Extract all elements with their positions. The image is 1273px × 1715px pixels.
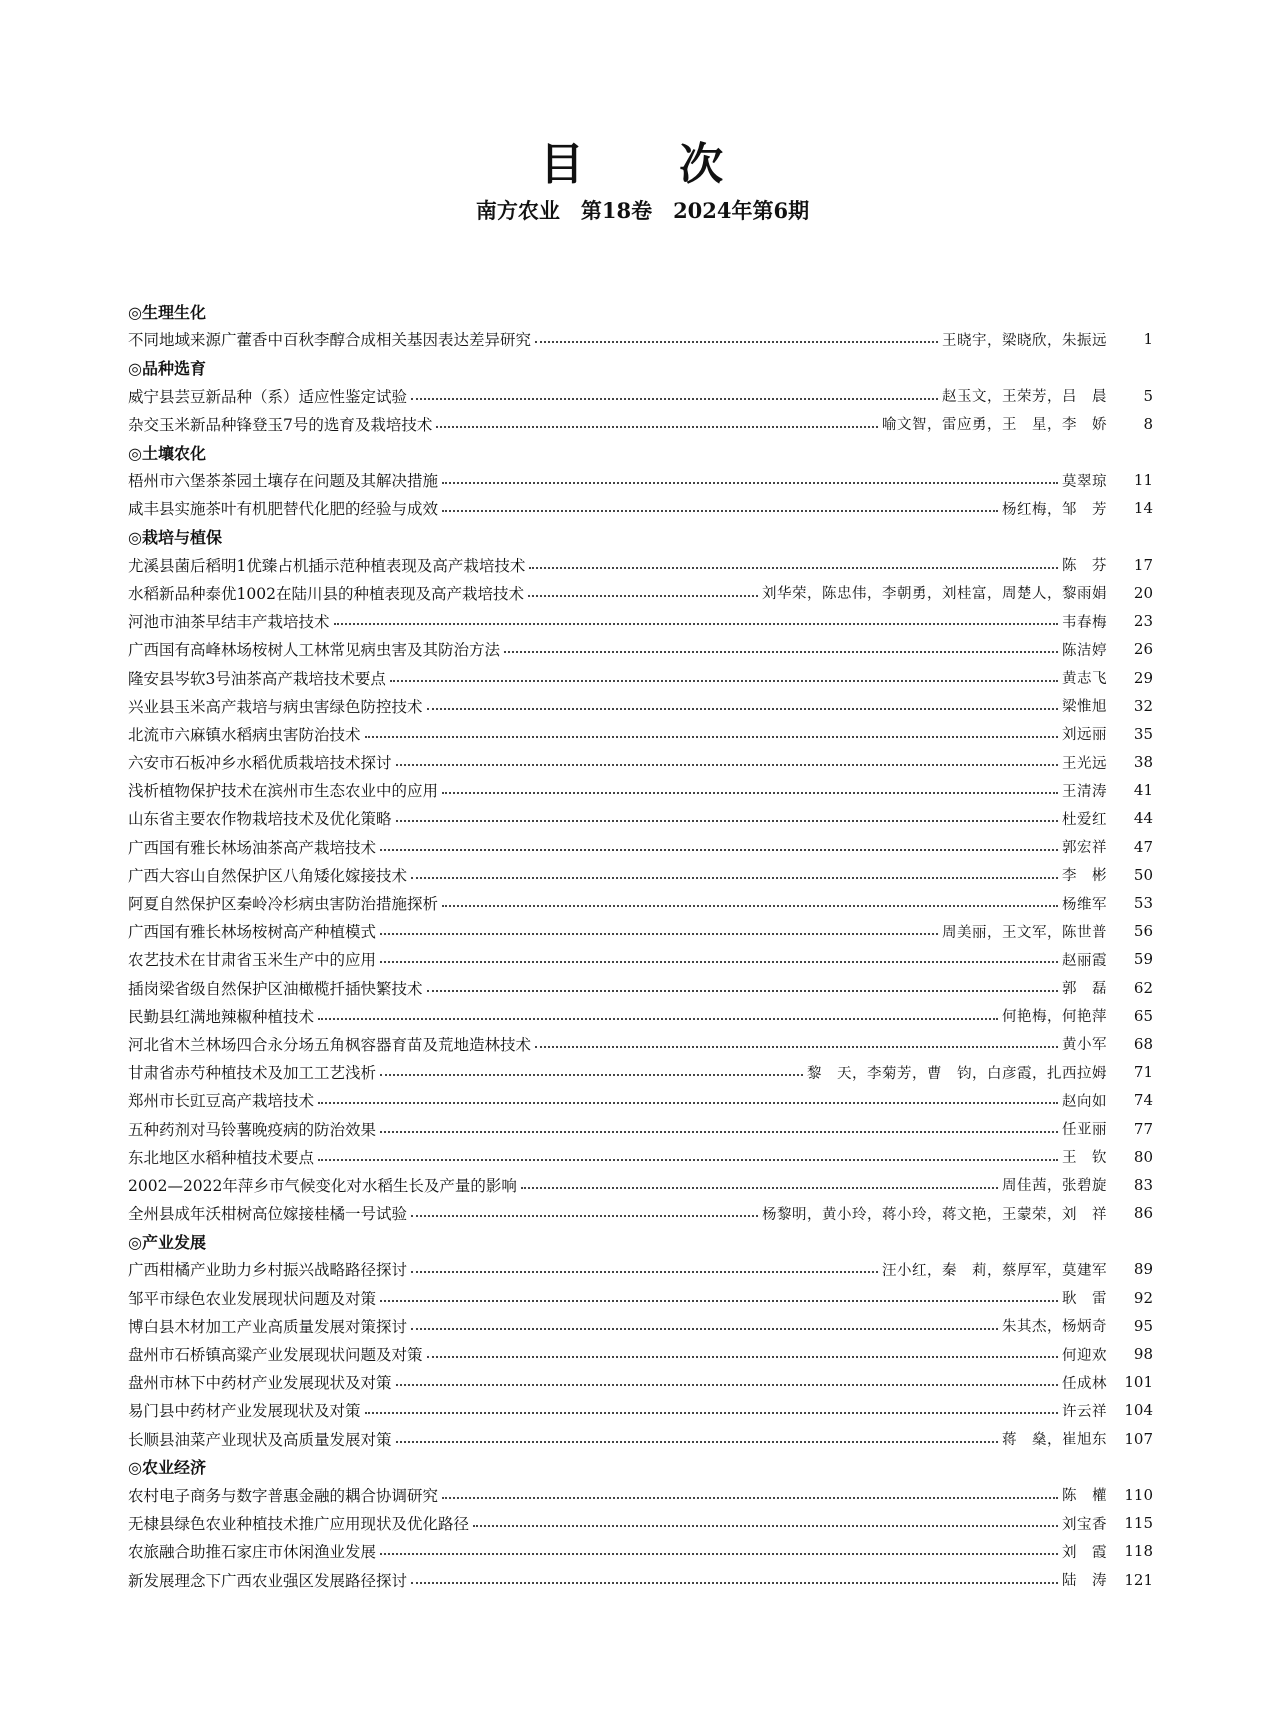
toc-entry-page-number: 80	[1133, 1147, 1153, 1166]
dot-leader	[380, 1074, 803, 1076]
dot-leader	[318, 1159, 1058, 1161]
toc-entry	[128, 720, 1153, 748]
toc-entry-authors: 王 钦	[1062, 1150, 1107, 1167]
toc-entry-page-number: 14	[1133, 499, 1153, 518]
toc-entry-page-number: 68	[1133, 1034, 1153, 1053]
dot-leader	[427, 1356, 1058, 1358]
toc-entry-page-number: 118	[1124, 1542, 1153, 1561]
toc-entry-page-number: 23	[1133, 612, 1153, 631]
dot-leader	[535, 1046, 1058, 1048]
toc-entry	[128, 917, 1153, 945]
toc-entry-title: 广西国有高峰林场桉树人工林常见病虫害及其防治方法	[128, 641, 501, 660]
toc-entry-title: 2002—2022年萍乡市气候变化对水稻生长及产量的影响	[128, 1176, 517, 1195]
toc-entry	[128, 1340, 1153, 1368]
toc-entry	[128, 974, 1153, 1002]
toc-entry-page-number: 29	[1133, 668, 1153, 687]
toc-entry	[128, 748, 1153, 776]
toc-entry-page-number: 65	[1133, 1006, 1153, 1025]
dot-leader	[318, 1102, 1058, 1104]
toc-entry	[128, 889, 1153, 917]
toc-entry-page-number: 56	[1133, 922, 1153, 941]
toc-entry-authors: 汪小红，秦 莉，蔡厚军，莫建军	[882, 1262, 1107, 1279]
dot-leader	[504, 651, 1058, 653]
toc-entry	[128, 861, 1153, 889]
dot-leader	[427, 990, 1058, 992]
toc-entry-authors: 赵玉文，王荣芳，吕 晨	[942, 389, 1107, 406]
dot-leader	[528, 595, 758, 597]
toc-section-heading: ◎产业发展	[128, 1232, 206, 1252]
dot-leader	[521, 1187, 998, 1189]
toc-entry-authors: 莫翠琼	[1062, 473, 1107, 490]
toc-entry-authors: 赵丽霞	[1062, 952, 1107, 969]
toc-entry-authors: 王清涛	[1062, 783, 1107, 800]
toc-entry-authors: 刘远丽	[1062, 727, 1107, 744]
toc-entry-page-number: 74	[1133, 1091, 1153, 1110]
toc-entry-page-number: 77	[1133, 1119, 1153, 1138]
toc-entry-authors: 喻文智，雷应勇，王 星，李 娇	[882, 417, 1107, 434]
table-of-contents	[128, 297, 1153, 1594]
toc-entry-title: 梧州市六堡茶茶园土壤存在问题及其解决措施	[128, 472, 439, 491]
toc-entry-title: 易门县中药材产业发展现状及对策	[128, 1402, 361, 1421]
toc-entry-authors: 黎 天，李菊芳，曹 钧，白彦霞，扎西拉姆	[807, 1065, 1107, 1082]
toc-entry-page-number: 107	[1124, 1429, 1153, 1448]
toc-entry-page-number: 62	[1133, 978, 1153, 997]
toc-entry-authors: 杨维军	[1062, 896, 1107, 913]
toc-entry-title: 尤溪县菌后稻明1优臻占机插示范种植表现及高产栽培技术	[128, 556, 526, 575]
toc-entry-authors: 黄志飞	[1062, 671, 1107, 688]
toc-entry-title: 郑州市长豇豆高产栽培技术	[128, 1092, 315, 1111]
toc-entry-authors: 陈 權	[1062, 1488, 1107, 1505]
dot-leader	[411, 1271, 878, 1273]
toc-section-heading: ◎农业经济	[128, 1458, 206, 1478]
toc-entry	[128, 1368, 1153, 1396]
dot-leader	[365, 1412, 1058, 1414]
page-title: 目 次	[539, 139, 764, 190]
toc-entry-page-number: 53	[1133, 894, 1153, 913]
toc-entry-page-number: 41	[1133, 781, 1153, 800]
toc-entry	[128, 776, 1153, 804]
toc-entry-title: 农艺技术在甘肃省玉米生产中的应用	[128, 951, 377, 970]
toc-entry	[128, 551, 1153, 579]
dot-leader	[411, 398, 938, 400]
dot-leader	[411, 1582, 1058, 1584]
toc-entry-page-number: 92	[1133, 1288, 1153, 1307]
toc-entry-page-number: 26	[1133, 640, 1153, 659]
dot-leader	[380, 849, 1058, 851]
dot-leader	[442, 510, 998, 512]
toc-entry	[128, 579, 1153, 607]
toc-entry	[128, 635, 1153, 663]
toc-entry-authors: 杨红梅，邹 芳	[1002, 501, 1107, 518]
toc-entry-title: 水稻新品种泰优1002在陆川县的种植表现及高产栽培技术	[128, 584, 524, 603]
toc-entry	[128, 1114, 1153, 1142]
toc-entry-authors: 耿 雷	[1062, 1291, 1107, 1308]
toc-entry-title: 河池市油茶早结丰产栽培技术	[128, 613, 330, 632]
dot-leader	[442, 905, 1058, 907]
dot-leader	[442, 482, 1058, 484]
toc-entry-page-number: 71	[1133, 1063, 1153, 1082]
toc-entry	[128, 692, 1153, 720]
toc-entry	[128, 1002, 1153, 1030]
toc-entry	[128, 663, 1153, 691]
toc-entry-authors: 刘华荣，陈忠伟，李朝勇，刘桂富，周楚人，黎雨娟	[762, 586, 1107, 603]
toc-entry-authors: 刘 霞	[1062, 1544, 1107, 1561]
toc-entry-page-number: 89	[1133, 1260, 1153, 1279]
toc-entry-authors: 刘宝香	[1062, 1516, 1107, 1533]
toc-entry-page-number: 20	[1133, 583, 1153, 602]
toc-section-heading: ◎品种选育	[128, 358, 206, 378]
toc-entry	[128, 466, 1153, 494]
toc-entry-authors: 陈洁婷	[1062, 642, 1107, 659]
toc-entry-title: 威宁县芸豆新品种（系）适应性鉴定试验	[128, 387, 408, 406]
toc-entry	[128, 1312, 1153, 1340]
toc-entry-title: 盘州市林下中药材产业发展现状及对策	[128, 1374, 392, 1393]
toc-entry-title: 无棣县绿色农业种植技术推广应用现状及优化路径	[128, 1515, 470, 1534]
journal-issue-subtitle: 南方农业 第18卷 2024年第6期	[475, 198, 810, 223]
toc-entry-authors: 郭宏祥	[1062, 840, 1107, 857]
toc-entry-page-number: 86	[1133, 1204, 1153, 1223]
toc-entry-authors: 周美丽，王文军，陈世普	[942, 924, 1107, 941]
toc-entry-title: 农旅融合助推石家庄市休闲渔业发展	[128, 1543, 377, 1562]
toc-entry-title: 广西柑橘产业助力乡村振兴战略路径探讨	[128, 1261, 408, 1280]
toc-entry	[128, 1537, 1153, 1565]
toc-entry-page-number: 101	[1124, 1373, 1153, 1392]
toc-entry-page-number: 35	[1133, 724, 1153, 743]
toc-entry-page-number: 83	[1133, 1175, 1153, 1194]
toc-entry-title: 兴业县玉米高产栽培与病虫害绿色防控技术	[128, 697, 423, 716]
toc-entry-title: 隆安县岑软3号油茶高产栽培技术要点	[128, 669, 386, 688]
toc-entry-page-number: 8	[1143, 414, 1153, 433]
toc-entry-page-number: 98	[1133, 1345, 1153, 1364]
toc-entry-title: 北流市六麻镇水稻病虫害防治技术	[128, 725, 361, 744]
dot-leader	[411, 1328, 998, 1330]
toc-entry-title: 甘肃省赤芍种植技术及加工工艺浅析	[128, 1064, 377, 1083]
toc-entry-authors: 黄小军	[1062, 1037, 1107, 1054]
toc-entry-page-number: 32	[1133, 696, 1153, 715]
dot-leader	[427, 708, 1058, 710]
toc-entry	[128, 1255, 1153, 1283]
toc-entry-page-number: 110	[1124, 1485, 1153, 1504]
dot-leader	[396, 1384, 1058, 1386]
dot-leader	[380, 1300, 1058, 1302]
toc-entry-title: 插岗梁省级自然保护区油橄榄扦插快繁技术	[128, 979, 423, 998]
dot-leader	[380, 961, 1058, 963]
toc-entry-title: 新发展理念下广西农业强区发展路径探讨	[128, 1571, 408, 1590]
dot-leader	[535, 341, 938, 343]
toc-entry	[128, 804, 1153, 832]
toc-entry-title: 河北省木兰林场四合永分场五角枫容器育苗及荒地造林技术	[128, 1035, 532, 1054]
toc-entry-title: 长顺县油菜产业现状及高质量发展对策	[128, 1430, 392, 1449]
toc-entry-page-number: 59	[1133, 950, 1153, 969]
toc-entry-authors: 王晓宇，梁晓欣，朱振远	[942, 332, 1107, 349]
toc-entry-authors: 韦春梅	[1062, 614, 1107, 631]
toc-entry	[128, 494, 1153, 522]
toc-entry-title: 民勤县红满地辣椒种植技术	[128, 1007, 315, 1026]
toc-entry-authors: 王光远	[1062, 755, 1107, 772]
toc-entry	[128, 1058, 1153, 1086]
toc-entry-page-number: 38	[1133, 753, 1153, 772]
toc-entry	[128, 1481, 1153, 1509]
toc-entry-title: 东北地区水稻种植技术要点	[128, 1148, 315, 1167]
toc-entry	[128, 382, 1153, 410]
toc-section-heading: ◎栽培与植保	[128, 528, 222, 548]
dot-leader	[334, 623, 1058, 625]
toc-entry-title: 全州县成年沃柑树高位嫁接桂橘一号试验	[128, 1205, 408, 1224]
toc-entry-page-number: 50	[1133, 865, 1153, 884]
toc-entry-title: 浅析植物保护技术在滨州市生态农业中的应用	[128, 782, 439, 801]
toc-entry-authors: 何艳梅，何艳萍	[1002, 1009, 1107, 1026]
toc-entry	[128, 1086, 1153, 1114]
dot-leader	[396, 820, 1058, 822]
toc-entry-title: 六安市石板冲乡水稻优质栽培技术探讨	[128, 754, 392, 773]
toc-entry	[128, 410, 1153, 438]
toc-entry	[128, 1396, 1153, 1424]
toc-entry-authors: 陈 芬	[1062, 558, 1107, 575]
toc-entry	[128, 1425, 1153, 1453]
toc-entry-authors: 任成林	[1062, 1375, 1107, 1392]
toc-entry-page-number: 44	[1133, 809, 1153, 828]
toc-entry-title: 广西国有雅长林场油茶高产栽培技术	[128, 838, 377, 857]
toc-entry	[128, 1199, 1153, 1227]
toc-entry-authors: 杨黎明，黄小玲，蒋小玲，蒋文艳，王蒙荣，刘 祥	[762, 1206, 1107, 1223]
toc-entry-title: 山东省主要农作物栽培技术及优化策略	[128, 810, 392, 829]
toc-entry-title: 五种药剂对马铃薯晚疫病的防治效果	[128, 1120, 377, 1139]
toc-entry-page-number: 11	[1133, 471, 1153, 490]
toc-entry-title: 咸丰县实施茶叶有机肥替代化肥的经验与成效	[128, 500, 439, 519]
dot-leader	[380, 1553, 1058, 1555]
toc-entry-page-number: 104	[1124, 1401, 1153, 1420]
toc-entry-title: 阿夏自然保护区秦岭冷杉病虫害防治措施探析	[128, 895, 439, 914]
dot-leader	[365, 736, 1058, 738]
toc-entry	[128, 833, 1153, 861]
toc-entry	[128, 1509, 1153, 1537]
toc-entry-page-number: 95	[1133, 1316, 1153, 1335]
toc-entry-authors: 许云祥	[1062, 1403, 1107, 1420]
toc-section-heading: ◎土壤农化	[128, 443, 206, 463]
toc-entry-authors: 周佳茜，张碧旋	[1002, 1178, 1107, 1195]
toc-entry-authors: 郭 磊	[1062, 981, 1107, 998]
dot-leader	[318, 1018, 998, 1020]
toc-entry-page-number: 115	[1124, 1514, 1153, 1533]
toc-entry-authors: 任亚丽	[1062, 1122, 1107, 1139]
toc-entry-title: 广西大容山自然保护区八角矮化嫁接技术	[128, 866, 408, 885]
toc-entry-page-number: 17	[1133, 555, 1153, 574]
toc-entry-page-number: 121	[1124, 1570, 1153, 1589]
toc-entry-title: 广西国有雅长林场桉树高产种植模式	[128, 923, 377, 942]
toc-entry	[128, 1565, 1153, 1593]
toc-entry-page-number: 5	[1143, 386, 1153, 405]
dot-leader	[396, 764, 1058, 766]
toc-entry-title: 博白县木材加工产业高质量发展对策探讨	[128, 1317, 408, 1336]
dot-leader	[442, 792, 1058, 794]
dot-leader	[529, 567, 1058, 569]
toc-entry-authors: 杜爱红	[1062, 811, 1107, 828]
toc-entry-authors: 何迎欢	[1062, 1347, 1107, 1364]
dot-leader	[411, 877, 1058, 879]
dot-leader	[396, 1441, 998, 1443]
toc-entry-title: 盘州市石桥镇高粱产业发展现状问题及对策	[128, 1346, 423, 1365]
dot-leader	[411, 1215, 758, 1217]
toc-entry-title: 不同地域来源广藿香中百秋李醇合成相关基因表达差异研究	[128, 331, 532, 350]
toc-entry	[128, 1030, 1153, 1058]
toc-section-heading: ◎生理生化	[128, 302, 206, 322]
dot-leader	[442, 1497, 1058, 1499]
toc-entry	[128, 1284, 1153, 1312]
dot-leader	[473, 1525, 1058, 1527]
toc-entry-title: 杂交玉米新品种锋登玉7号的选育及栽培技术	[128, 415, 433, 434]
dot-leader	[380, 933, 938, 935]
toc-entry	[128, 1143, 1153, 1171]
toc-entry-authors: 朱其杰，杨炳奇	[1002, 1319, 1107, 1336]
dot-leader	[436, 426, 878, 428]
toc-entry-authors: 梁惟旭	[1062, 699, 1107, 716]
toc-entry-page-number: 1	[1143, 330, 1153, 349]
toc-entry-title: 邹平市绿色农业发展现状问题及对策	[128, 1289, 377, 1308]
toc-entry-page-number: 47	[1133, 837, 1153, 856]
toc-entry-authors: 陆 涛	[1062, 1573, 1107, 1590]
toc-entry	[128, 325, 1153, 353]
toc-entry-authors: 李 彬	[1062, 868, 1107, 885]
toc-entry	[128, 945, 1153, 973]
toc-entry-authors: 赵向如	[1062, 1093, 1107, 1110]
toc-entry	[128, 1171, 1153, 1199]
dot-leader	[390, 680, 1058, 682]
dot-leader	[380, 1131, 1058, 1133]
toc-entry-title: 农村电子商务与数字普惠金融的耦合协调研究	[128, 1486, 439, 1505]
toc-entry-authors: 蒋 燊，崔旭东	[1002, 1432, 1107, 1449]
toc-entry	[128, 607, 1153, 635]
